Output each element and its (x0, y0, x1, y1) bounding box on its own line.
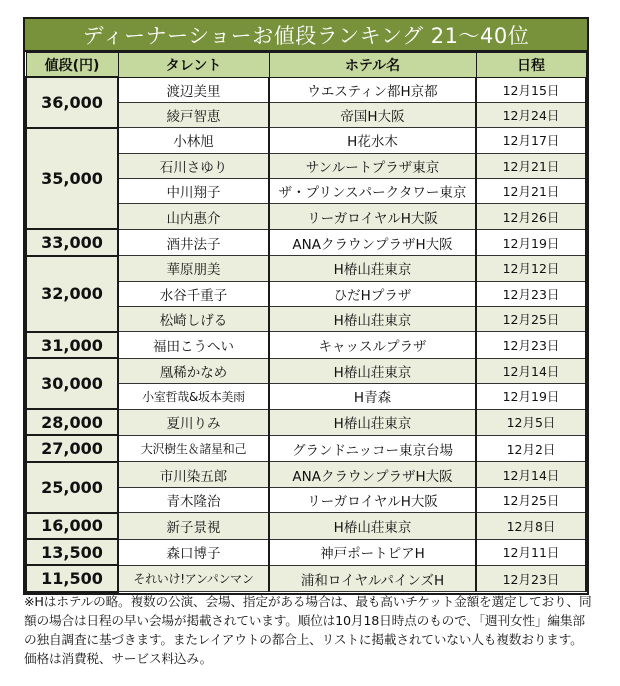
ranking-table (25, 52, 587, 593)
header-row (26, 53, 586, 78)
talent-cell: 小室哲哉&坂本美雨 (118, 384, 269, 409)
talent-cell: 夏川りみ (118, 409, 269, 435)
date-cell: 12月23日 (476, 332, 586, 358)
hotel-cell: サンルートプラザ東京 (269, 153, 476, 178)
table-row (26, 462, 586, 487)
hotel-cell: キャッスルプラザ (269, 332, 476, 358)
table-row (26, 229, 586, 255)
price-cell: 35,000 (26, 128, 118, 230)
price-cell: 11,500 (26, 565, 118, 591)
talent-cell: 渡辺美里 (118, 77, 269, 102)
talent-cell: 水谷千重子 (118, 281, 269, 306)
talent-cell: 青木隆治 (118, 487, 269, 512)
talent-cell: 石川さゆり (118, 153, 269, 178)
hotel-cell: リーガロイヤルH大阪 (269, 487, 476, 512)
date-cell: 12月5日 (476, 409, 586, 435)
hotel-cell: ANAクラウンプラザH大阪 (269, 462, 476, 487)
date-cell: 12月24日 (476, 102, 586, 127)
hotel-cell: リーガロイヤルH大阪 (269, 204, 476, 229)
date-cell: 12月19日 (476, 229, 586, 255)
talent-cell: 華原朋美 (118, 256, 269, 281)
footnote: ※Hはホテルの略。複数の公演、会場、指定がある場合は、最も高いチケット金額を選定しており、同額の場合は日程の早い会場が掲載されています。順位は10月18日時点のもので、「週刊女性」編集部の独自調査に基づきます。またレイアウトの都合上、リストに掲載されていない人も複数おります。価格は消費税、サービス料込み。 (24, 594, 592, 666)
price-cell: 25,000 (26, 462, 118, 513)
header-hotel: ホテル名 (269, 53, 476, 78)
price-cell: 30,000 (26, 358, 118, 409)
price-cell: 16,000 (26, 513, 118, 539)
hotel-cell: H椿山荘東京 (269, 513, 476, 539)
hotel-cell: H椿山荘東京 (269, 307, 476, 332)
hotel-cell: ひだHプラザ (269, 281, 476, 306)
date-cell: 12月2日 (476, 435, 586, 461)
hotel-cell: H椿山荘東京 (269, 256, 476, 281)
hotel-cell: H椿山荘東京 (269, 358, 476, 383)
hotel-cell: ザ・プリンスパークタワー東京 (269, 179, 476, 204)
talent-cell: 中川翔子 (118, 179, 269, 204)
date-cell: 12月25日 (476, 307, 586, 332)
price-cell: 27,000 (26, 435, 118, 461)
hotel-cell: H青森 (269, 384, 476, 409)
table-row (26, 128, 586, 153)
price-cell: 36,000 (26, 77, 118, 128)
header-price: 値段(円) (26, 53, 118, 78)
date-cell: 12月19日 (476, 384, 586, 409)
date-cell: 12月11日 (476, 539, 586, 565)
price-cell: 28,000 (26, 409, 118, 435)
date-cell: 12月21日 (476, 153, 586, 178)
hotel-cell: ANAクラウンプラザH大阪 (269, 229, 476, 255)
talent-cell: 綾戸智恵 (118, 102, 269, 127)
price-cell: 31,000 (26, 332, 118, 358)
table-row (26, 539, 586, 565)
talent-cell: 酒井法子 (118, 229, 269, 255)
date-cell: 12月23日 (476, 281, 586, 306)
talent-cell: 森口博子 (118, 539, 269, 565)
ranking-table-container (23, 17, 589, 595)
talent-cell: それいけ!アンパンマン (118, 565, 269, 591)
talent-cell: 松崎しげる (118, 307, 269, 332)
price-cell: 13,500 (26, 539, 118, 565)
talent-cell: 新子景視 (118, 513, 269, 539)
ranking-rows (26, 77, 586, 592)
table-row (26, 256, 586, 281)
hotel-cell: 帝国H大阪 (269, 102, 476, 127)
date-cell: 12月12日 (476, 256, 586, 281)
date-cell: 12月25日 (476, 487, 586, 512)
price-cell: 32,000 (26, 256, 118, 332)
talent-cell: 小林旭 (118, 128, 269, 153)
table-row (26, 565, 586, 591)
hotel-cell: H椿山荘東京 (269, 409, 476, 435)
table-row (26, 409, 586, 435)
table-row (26, 332, 586, 358)
hotel-cell: 浦和ロイヤルパインズH (269, 565, 476, 591)
price-cell: 33,000 (26, 229, 118, 255)
date-cell: 12月17日 (476, 128, 586, 153)
talent-cell: 市川染五郎 (118, 462, 269, 487)
table-row (26, 77, 586, 102)
talent-cell: 山内惠介 (118, 204, 269, 229)
date-cell: 12月23日 (476, 565, 586, 591)
date-cell: 12月15日 (476, 77, 586, 102)
table-row (26, 358, 586, 383)
date-cell: 12月14日 (476, 462, 586, 487)
hotel-cell: H花水木 (269, 128, 476, 153)
date-cell: 12月21日 (476, 179, 586, 204)
date-cell: 12月8日 (476, 513, 586, 539)
table-row (26, 513, 586, 539)
date-cell: 12月26日 (476, 204, 586, 229)
header-date: 日程 (476, 53, 586, 78)
talent-cell: 福田こうへい (118, 332, 269, 358)
hotel-cell: 神戸ポートピアH (269, 539, 476, 565)
hotel-cell: グランドニッコー東京台場 (269, 435, 476, 461)
date-cell: 12月14日 (476, 358, 586, 383)
table-row (26, 435, 586, 461)
talent-cell: 凰稀かなめ (118, 358, 269, 383)
talent-cell: 大沢樹生＆諸星和己 (118, 435, 269, 461)
header-talent: タレント (118, 53, 269, 78)
hotel-cell: ウエスティン都H京都 (269, 77, 476, 102)
table-title: ディーナーショーお値段ランキング 21〜40位 (25, 19, 587, 52)
